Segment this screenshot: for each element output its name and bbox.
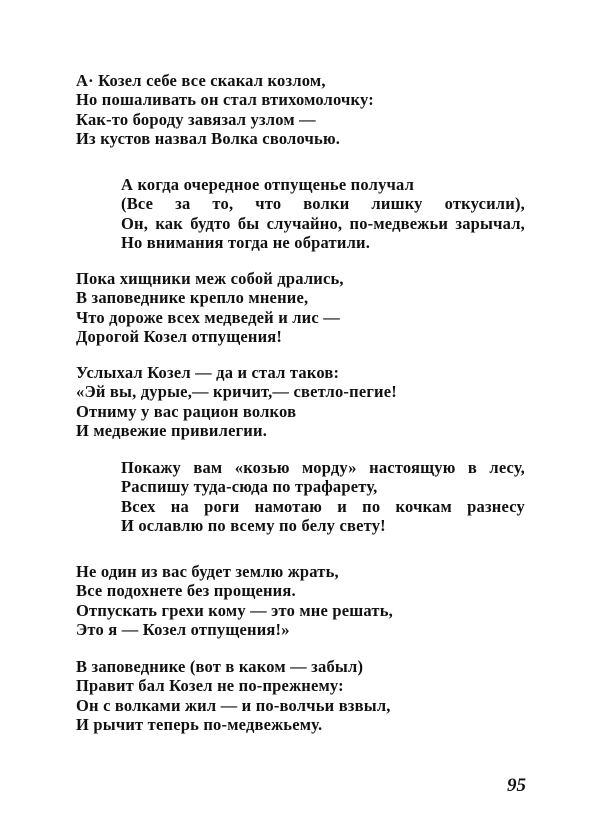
verse-line: И рычит теперь по-медвежьему. bbox=[76, 714, 323, 734]
stanza-4 bbox=[76, 363, 526, 440]
verse-line: (Все за то, что волки лишку откусили), bbox=[121, 194, 525, 214]
verse-line: И медвежие привилегии. bbox=[76, 420, 268, 440]
stanza-5 bbox=[121, 458, 525, 535]
verse-line: И ославлю по всему по белу свету! bbox=[121, 515, 386, 535]
verse-line: Отниму у вас рацион волков bbox=[76, 401, 297, 421]
verse-line: Покажу вам «козью морду» настоящую в лесу, bbox=[121, 458, 525, 477]
verse-line: Он с волками жил — и по-волчьи взвыл, bbox=[76, 695, 391, 715]
verse-line: Услыхал Козел — да и стал таков: bbox=[76, 363, 340, 382]
stanza-1 bbox=[76, 71, 526, 148]
stanza-6 bbox=[76, 562, 526, 639]
verse-line: Отпускать грехи кому — это мне решать, bbox=[76, 600, 393, 620]
verse-line: Все подохнете без прощения. bbox=[76, 581, 296, 601]
stanza-2 bbox=[121, 175, 525, 252]
verse-line: А· Козел себе все скакал козлом, bbox=[76, 71, 326, 90]
verse-line: Не один из вас будет землю жрать, bbox=[76, 562, 339, 581]
verse-line: Распишу туда-сюда по трафарету, bbox=[121, 477, 378, 497]
stanza-3 bbox=[76, 269, 526, 346]
verse-line: Правит бал Козел не по-прежнему: bbox=[76, 676, 344, 696]
verse-line: Дорогой Козел отпущения! bbox=[76, 326, 283, 346]
stanza-7 bbox=[76, 657, 526, 734]
verse-line: А когда очередное отпущенье получал bbox=[121, 175, 415, 194]
verse-line: «Эй вы, дурые,— кричит,— светло-пегие! bbox=[76, 382, 397, 402]
verse-line: Но пошаливать он стал втихомолочку: bbox=[76, 90, 374, 110]
verse-line: Это я — Козел отпущения!» bbox=[76, 619, 290, 639]
verse-line: В заповеднике крепло мнение, bbox=[76, 288, 309, 308]
page-number: 95 bbox=[507, 775, 526, 796]
verse-line: Он, как будто бы случайно, по-медвежьи зарычал, bbox=[121, 213, 525, 233]
verse-line: Что дороже всех медведей и лис — bbox=[76, 307, 340, 327]
verse-line: Всех на роги намотаю и по кочкам разнесу bbox=[121, 496, 525, 516]
verse-line: Как-то бороду завязал узлом — bbox=[76, 109, 316, 129]
verse-line: Пока хищники меж собой дрались, bbox=[76, 269, 344, 288]
verse-line: Из кустов назвал Волка сволочью. bbox=[76, 128, 341, 148]
verse-line: Но внимания тогда не обратили. bbox=[121, 232, 371, 252]
verse-line: В заповеднике (вот в каком — забыл) bbox=[76, 657, 364, 676]
